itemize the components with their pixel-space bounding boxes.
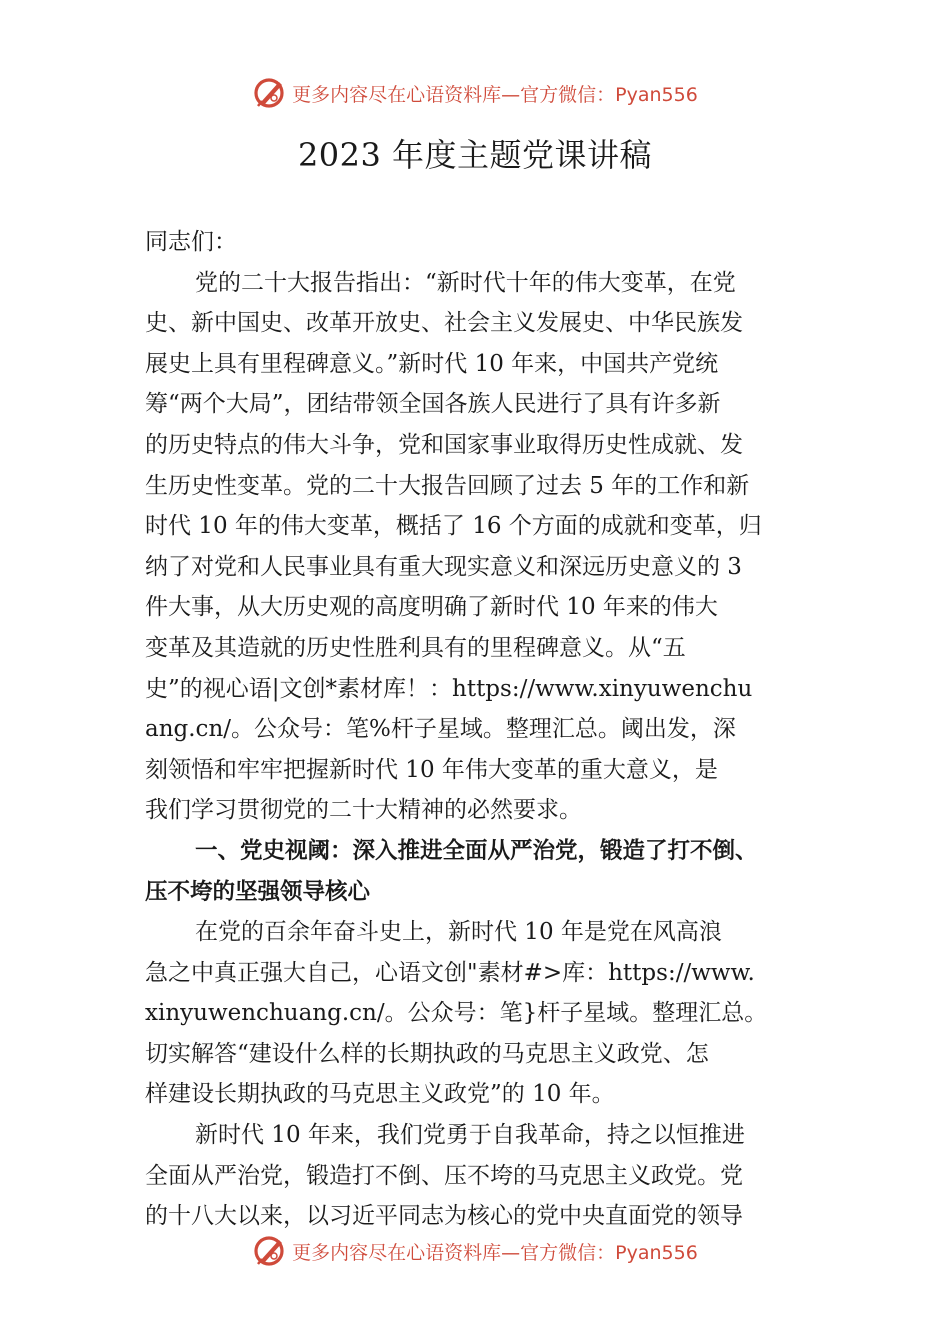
text-line: 的十八大以来，以习近平同志为核心的党中央直面党的领导: [145, 1203, 743, 1230]
text-line: 全面从严治党，锻造打不倒、压不垮的马克思主义政党。党: [145, 1162, 743, 1189]
heading-line: 压不垮的坚强领导核心: [145, 878, 371, 905]
text-line: 筹“两个大局”，团结带领全国各族人民进行了具有许多新: [145, 391, 721, 418]
text-line: 刻领悟和牢牢把握新时代 10 年伟大变革的重大意义，是: [145, 756, 718, 783]
quill-seal-icon: [252, 1234, 288, 1268]
paragraph-intro: [145, 263, 815, 831]
text-line: 时代 10 年的伟大变革，概括了 16 个方面的成就和变革，归: [145, 513, 762, 540]
text-line: 在党的百余年奋斗史上，新时代 10 年是党在风高浪: [195, 919, 722, 946]
text-line: xinyuwenchuang.cn/。公众号：笔}杆子星域。整理汇总。: [145, 1000, 768, 1027]
heading-line: 一、党史视阈：深入推进全面从严治党，锻造了打不倒、: [195, 837, 758, 864]
text-line: 史、新中国史、改革开放史、社会主义发展史、中华民族发: [145, 310, 743, 337]
text-line: 生历史性变革。党的二十大报告回顾了过去 5 年的工作和新: [145, 472, 750, 499]
text-line: 新时代 10 年来，我们党勇于自我革命，持之以恒推进: [195, 1122, 745, 1149]
watermark-header: [0, 76, 950, 110]
text-line: 样建设长期执政的马克思主义政党”的 10 年。: [145, 1081, 615, 1108]
watermark-text: 更多内容尽在心语资料库—官方微信：Pyan556: [292, 83, 698, 106]
text-line: 的历史特点的伟大斗争，党和国家事业取得历史性成就、发: [145, 431, 743, 458]
text-line: 变革及其造就的历史性胜利具有的里程碑意义。从“五: [145, 634, 686, 661]
text-line: 史”的视心语|文创*素材库！：https://www.xinyuwenchu: [145, 675, 753, 702]
section-heading: [145, 831, 815, 912]
text-line: 切实解答“建设什么样的长期执政的马克思主义政党、怎: [145, 1040, 709, 1067]
text-line: 急之中真正强大自己，心语文创"素材#>库：https://www.: [145, 959, 755, 986]
text-line: ang.cn/。公众号：笔%杆子星域。整理汇总。阈出发，深: [145, 716, 736, 743]
greeting: 同志们：: [145, 229, 237, 255]
document-body: [145, 222, 815, 1237]
text-line: 党的二十大报告指出：“新时代十年的伟大变革，在党: [195, 269, 736, 296]
text-line: 展史上具有里程碑意义。”新时代 10 年来，中国共产党统: [145, 350, 719, 377]
quill-seal-icon: [252, 76, 288, 110]
paragraph-revolution: [145, 1115, 815, 1237]
text-line: 我们学习贯彻党的二十大精神的必然要求。: [145, 797, 582, 824]
watermark-footer: [0, 1234, 950, 1268]
watermark-text: 更多内容尽在心语资料库—官方微信：Pyan556: [292, 1241, 698, 1264]
text-line: 件大事，从大历史观的高度明确了新时代 10 年来的伟大: [145, 594, 718, 621]
text-line: 纳了对党和人民事业具有重大现实意义和深远历史意义的 3: [145, 553, 742, 580]
document-title: 2023 年度主题党课讲稿: [297, 136, 653, 174]
paragraph-history: [145, 912, 815, 1115]
